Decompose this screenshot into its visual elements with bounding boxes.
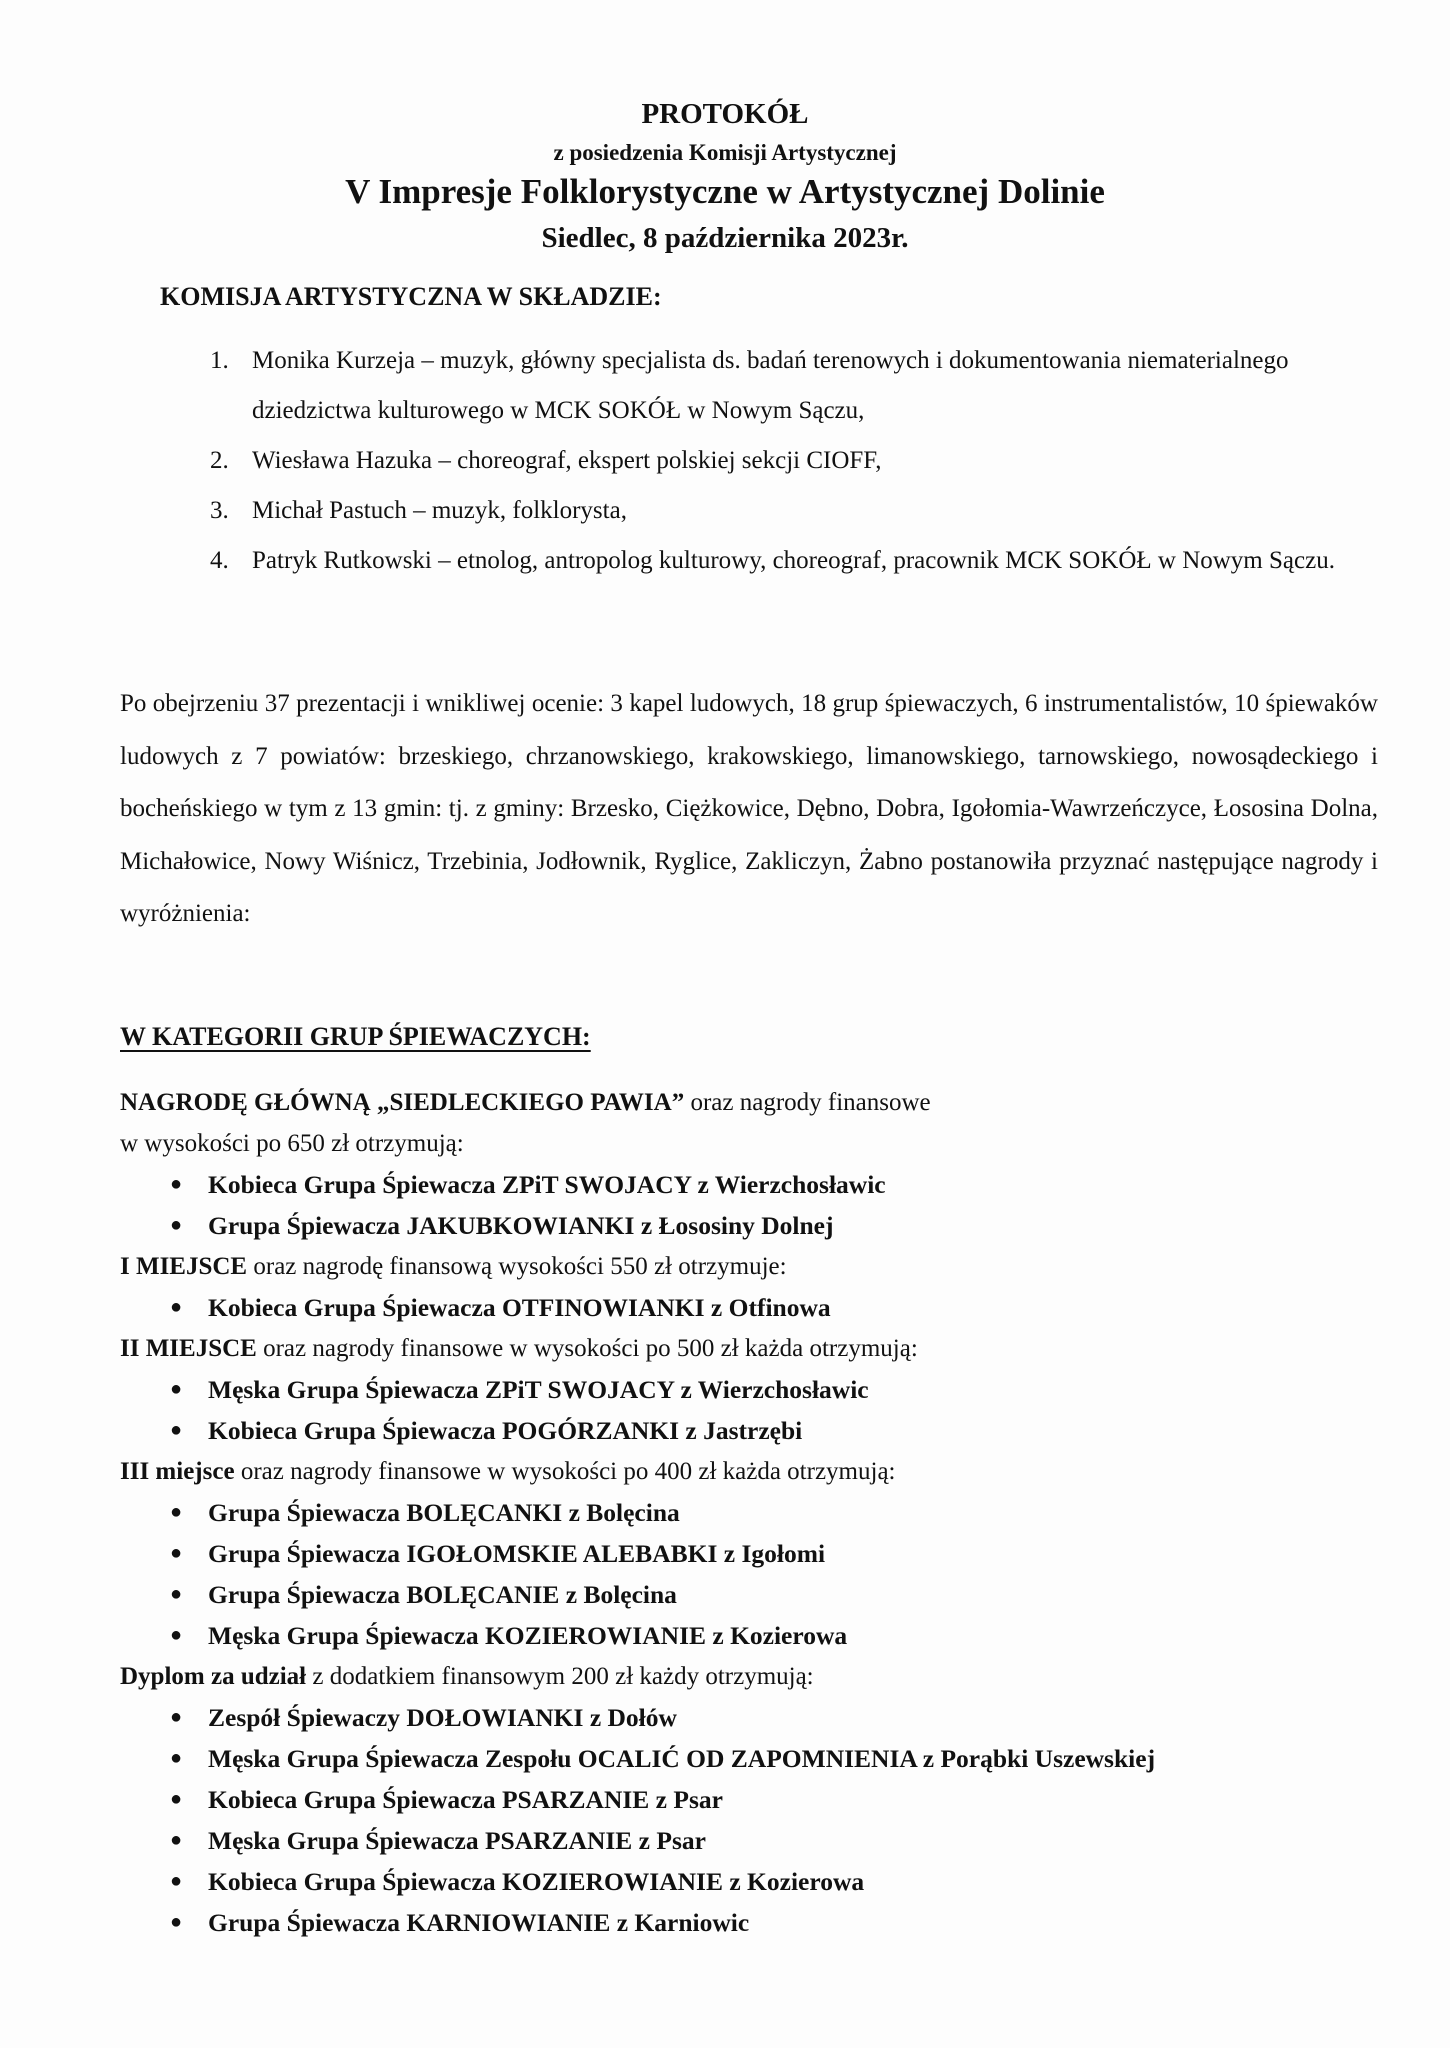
- recipient-name: Grupa Śpiewacza BOLĘCANIE z Bolęcina: [208, 1580, 677, 1609]
- commission-member: [210, 486, 1360, 536]
- member-number: 3.: [210, 497, 229, 524]
- recipient-name: Kobieca Grupa Śpiewacza OTFINOWIANKI z Otfinowa: [208, 1293, 831, 1322]
- recipient-item: [168, 1287, 1370, 1328]
- recipient-item: [168, 1574, 1370, 1615]
- recipient-item: [168, 1205, 1370, 1246]
- bullet-icon: ●: [170, 1583, 183, 1605]
- award-recipients-first-place: [120, 1287, 1370, 1328]
- bullet-icon: ●: [170, 1706, 183, 1728]
- recipient-name: Kobieca Grupa Śpiewacza PSARZANIE z Psar: [208, 1785, 723, 1814]
- member-number: 2.: [210, 447, 229, 474]
- award-label-rest: oraz nagrodę finansową wysokości 550 zł otrzymuje:: [247, 1253, 787, 1280]
- award-recipients-diploma: [120, 1697, 1370, 1943]
- recipient-item: [168, 1902, 1370, 1943]
- intro-paragraph: Po obejrzeniu 37 prezentacji i wnikliwej ocenie: 3 kapel ludowych, 18 grup śpiewaczych, 6 instrumentalistów, 10 śpiewaków ludowych z 7 powiatów: brzeskiego, chrzanowskiego, krakowskiego, limanowskiego, tarnowskiego, nowosądeckiego i bocheńskiego w tym z 13 gmin: tj. z gminy: Brzesko, Ciężkowice, Dębno, Dobra, Igołomia-Wawrzeńczyce, Łososina Dolna, Michałowice, Nowy Wiśnicz, Trzebinia, Jodłownik, Ryglice, Zakliczyn, Żabno postanowiła przyznać następujące nagrody i wyróżnienia:: [120, 690, 1378, 927]
- commission-heading: KOMISJA ARTYSTYCZNA W SKŁADZIE:: [160, 282, 662, 311]
- award-heading-second-place: [120, 1328, 1370, 1369]
- award-heading-third-place: [120, 1451, 1370, 1492]
- member-text: Monika Kurzeja – muzyk, główny specjalista ds. badań terenowych i dokumentowania niematerialnego dziedzictwa kulturowego w MCK SOKÓŁ w Nowym Sączu,: [252, 347, 1289, 424]
- award-label-bold: NAGRODĘ GŁÓWNĄ „SIEDLECKIEGO PAWIA”: [120, 1089, 685, 1116]
- bullet-icon: ●: [170, 1829, 183, 1851]
- bullet-icon: ●: [170, 1911, 183, 1933]
- member-text: Patryk Rutkowski – etnolog, antropolog kulturowy, choreograf, pracownik MCK SOKÓŁ w Nowym Sączu.: [252, 547, 1335, 574]
- document-subtitle: z posiedzenia Komisji Artystycznej: [553, 140, 897, 165]
- recipient-item: [168, 1861, 1370, 1902]
- recipient-item: [168, 1820, 1370, 1861]
- event-name: V Impresje Folklorystyczne w Artystycznej Dolinie: [345, 172, 1105, 211]
- recipient-item: [168, 1492, 1370, 1533]
- award-label-bold: III miejsce: [120, 1458, 235, 1485]
- bullet-icon: ●: [170, 1501, 183, 1523]
- award-recipients-third-place: [120, 1492, 1370, 1656]
- award-label-bold: I MIEJSCE: [120, 1253, 248, 1280]
- award-heading-main-prize: [120, 1082, 1370, 1123]
- recipient-name: Zespół Śpiewaczy DOŁOWIANKI z Dołów: [208, 1703, 677, 1732]
- awards-section: [120, 1082, 1370, 1943]
- category-heading: W KATEGORII GRUP ŚPIEWACZYCH:: [120, 1022, 591, 1051]
- bullet-icon: ●: [170, 1870, 183, 1892]
- award-label-bold: II MIEJSCE: [120, 1335, 257, 1362]
- recipient-name: Grupa Śpiewacza JAKUBKOWIANKI z Łososiny Dolnej: [208, 1211, 834, 1240]
- award-label-rest: oraz nagrody finansowe w wysokości po 500 zł każda otrzymują:: [256, 1335, 918, 1362]
- bullet-icon: ●: [170, 1296, 183, 1318]
- member-text: Wiesława Hazuka – choreograf, ekspert polskiej sekcji CIOFF,: [252, 447, 882, 474]
- bullet-icon: ●: [170, 1214, 183, 1236]
- recipient-item: [168, 1615, 1370, 1656]
- award-heading-diploma: [120, 1656, 1370, 1697]
- recipient-name: Męska Grupa Śpiewacza Zespołu OCALIĆ OD ZAPOMNIENIA z Porąbki Uszewskiej: [208, 1744, 1156, 1773]
- commission-member: [210, 436, 1360, 486]
- commission-members-list: [210, 336, 1360, 586]
- bullet-icon: ●: [170, 1419, 183, 1441]
- bullet-icon: ●: [170, 1788, 183, 1810]
- member-text: Michał Pastuch – muzyk, folklorysta,: [252, 497, 627, 524]
- award-recipients-main-prize: [120, 1164, 1370, 1246]
- document-title: PROTOKÓŁ: [641, 98, 809, 130]
- award-label-rest: z dodatkiem finansowym 200 zł każdy otrzymują:: [306, 1663, 814, 1690]
- award-heading-line2: w wysokości po 650 zł otrzymują:: [120, 1130, 464, 1157]
- award-label-rest: oraz nagrody finansowe: [684, 1089, 931, 1116]
- recipient-name: Męska Grupa Śpiewacza ZPiT SWOJACY z Wierzchosławic: [208, 1375, 869, 1404]
- recipient-item: [168, 1369, 1370, 1410]
- award-recipients-second-place: [120, 1369, 1370, 1451]
- recipient-name: Grupa Śpiewacza KARNIOWIANIE z Karniowic: [208, 1908, 750, 1937]
- award-heading-first-place: [120, 1246, 1370, 1287]
- recipient-item: [168, 1164, 1370, 1205]
- recipient-name: Kobieca Grupa Śpiewacza POGÓRZANKI z Jastrzębi: [208, 1416, 803, 1445]
- member-number: 1.: [210, 347, 229, 374]
- bullet-icon: ●: [170, 1624, 183, 1646]
- recipient-name: Grupa Śpiewacza IGOŁOMSKIE ALEBABKI z Igołomi: [208, 1539, 826, 1568]
- recipient-item: [168, 1738, 1370, 1779]
- recipient-item: [168, 1697, 1370, 1738]
- recipient-item: [168, 1533, 1370, 1574]
- bullet-icon: ●: [170, 1542, 183, 1564]
- bullet-icon: ●: [170, 1173, 183, 1195]
- commission-member: [210, 336, 1360, 436]
- member-number: 4.: [210, 547, 229, 574]
- award-label-bold: Dyplom za udział: [120, 1663, 307, 1690]
- award-label-rest: oraz nagrody finansowe w wysokości po 400 zł każda otrzymują:: [234, 1458, 896, 1485]
- recipient-name: Kobieca Grupa Śpiewacza KOZIEROWIANIE z Kozierowa: [208, 1867, 865, 1896]
- recipient-name: Męska Grupa Śpiewacza PSARZANIE z Psar: [208, 1826, 706, 1855]
- bullet-icon: ●: [170, 1378, 183, 1400]
- bullet-icon: ●: [170, 1747, 183, 1769]
- recipient-name: Męska Grupa Śpiewacza KOZIEROWIANIE z Kozierowa: [208, 1621, 848, 1650]
- place-date: Siedlec, 8 października 2023r.: [541, 222, 909, 254]
- commission-member: [210, 536, 1360, 586]
- recipient-item: [168, 1779, 1370, 1820]
- recipient-name: Kobieca Grupa Śpiewacza ZPiT SWOJACY z Wierzchosławic: [208, 1170, 886, 1199]
- recipient-item: [168, 1410, 1370, 1451]
- recipient-name: Grupa Śpiewacza BOLĘCANKI z Bolęcina: [208, 1498, 680, 1527]
